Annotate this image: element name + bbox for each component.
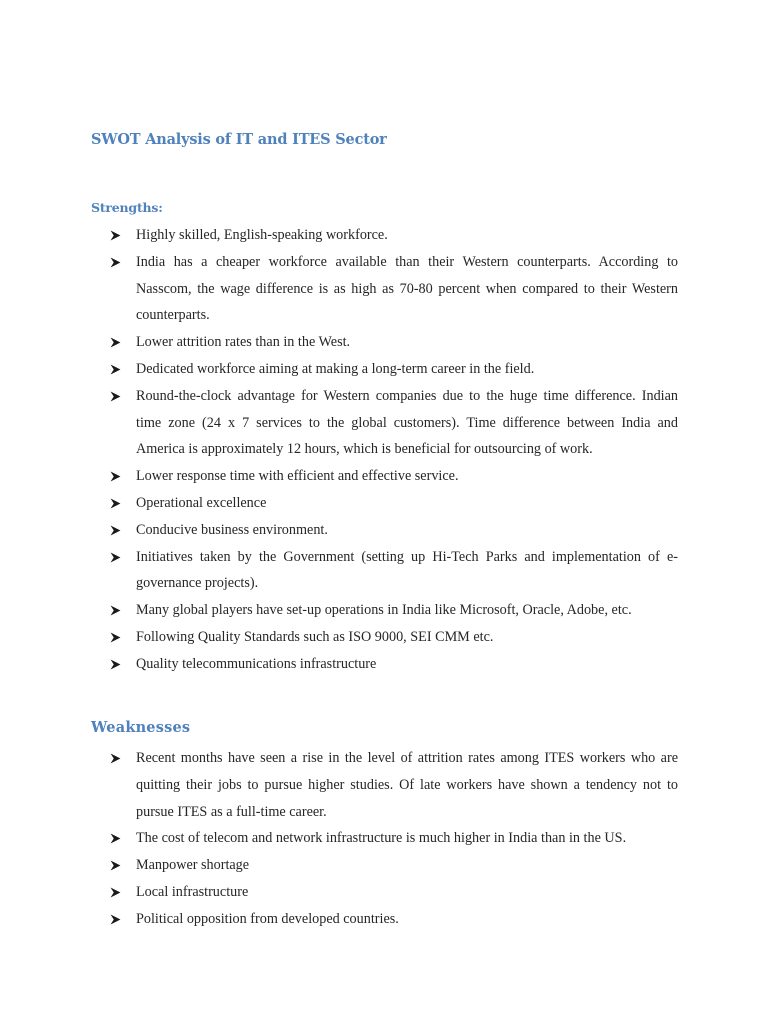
list-item-text: Local infrastructure (136, 883, 249, 900)
list-item (108, 249, 678, 329)
list-item (108, 624, 678, 651)
list-item (108, 383, 678, 463)
list-item (108, 544, 678, 598)
strengths-heading: Strengths: (91, 200, 163, 215)
list-item (108, 825, 678, 852)
list-item-text: Round-the-clock advantage for Western companies due to the huge time difference. Indian time zone (24 x 7 services to the global customers). Time difference between India and America is approximately 12 hours, which is beneficial for outsourcing of work. (136, 387, 678, 458)
weaknesses-list (108, 745, 678, 933)
list-item-text: The cost of telecom and network infrastructure is much higher in India than in the US. (136, 830, 627, 847)
arrowhead-bullet-icon (110, 605, 121, 616)
list-item-text: Following Quality Standards such as ISO 9000, SEI CMM etc. (136, 628, 494, 645)
list-item-text: Initiatives taken by the Government (setting up Hi-Tech Parks and implementation of e-governance projects). (136, 548, 678, 592)
list-item (108, 852, 678, 879)
arrowhead-bullet-icon (110, 753, 121, 764)
list-item (108, 222, 678, 249)
arrowhead-bullet-icon (110, 632, 121, 643)
strengths-list (108, 222, 678, 678)
list-item-text: Dedicated workforce aiming at making a long-term career in the field. (136, 360, 535, 377)
list-item (108, 597, 678, 624)
document-title: SWOT Analysis of IT and ITES Sector (91, 131, 387, 148)
list-item (108, 906, 678, 933)
weaknesses-heading: Weaknesses (91, 719, 191, 736)
arrowhead-bullet-icon (110, 230, 121, 241)
arrowhead-bullet-icon (110, 364, 121, 375)
arrowhead-bullet-icon (110, 914, 121, 925)
arrowhead-bullet-icon (110, 471, 121, 482)
list-item-text: Conducive business environment. (136, 521, 328, 538)
list-item (108, 356, 678, 383)
arrowhead-bullet-icon (110, 887, 121, 898)
list-item-text: Recent months have seen a rise in the level of attrition rates among ITES workers who are quitting their jobs to pursue higher studies. Of late workers have shown a tendency not to pursue ITES as a full-time career. (136, 750, 678, 820)
arrowhead-bullet-icon (110, 552, 121, 563)
list-item (108, 745, 678, 825)
list-item (108, 517, 678, 544)
arrowhead-bullet-icon (110, 391, 121, 402)
arrowhead-bullet-icon (110, 498, 121, 509)
list-item (108, 879, 678, 906)
arrowhead-bullet-icon (110, 257, 121, 268)
list-item-text: Quality telecommunications infrastructure (136, 655, 377, 672)
list-item-text: Many global players have set-up operations in India like Microsoft, Oracle, Adobe, etc. (136, 602, 632, 619)
list-item (108, 329, 678, 356)
list-item (108, 463, 678, 490)
list-item-text: Political opposition from developed countries. (136, 910, 399, 927)
arrowhead-bullet-icon (110, 833, 121, 844)
list-item (108, 490, 678, 517)
arrowhead-bullet-icon (110, 659, 121, 670)
list-item-text: Highly skilled, English-speaking workforce. (136, 227, 388, 243)
list-item-text: Lower attrition rates than in the West. (136, 334, 351, 351)
list-item-text: Lower response time with efficient and effective service. (136, 468, 459, 485)
list-item (108, 651, 678, 678)
arrowhead-bullet-icon (110, 860, 121, 871)
arrowhead-bullet-icon (110, 525, 121, 536)
arrowhead-bullet-icon (110, 337, 121, 348)
list-item-text: India has a cheaper workforce available than their Western counterparts. According to Nasscom, the wage difference is as high as 70-80 percent when compared to their Western counterparts. (136, 253, 678, 324)
list-item-text: Operational excellence (136, 494, 267, 511)
list-item-text: Manpower shortage (136, 857, 250, 874)
